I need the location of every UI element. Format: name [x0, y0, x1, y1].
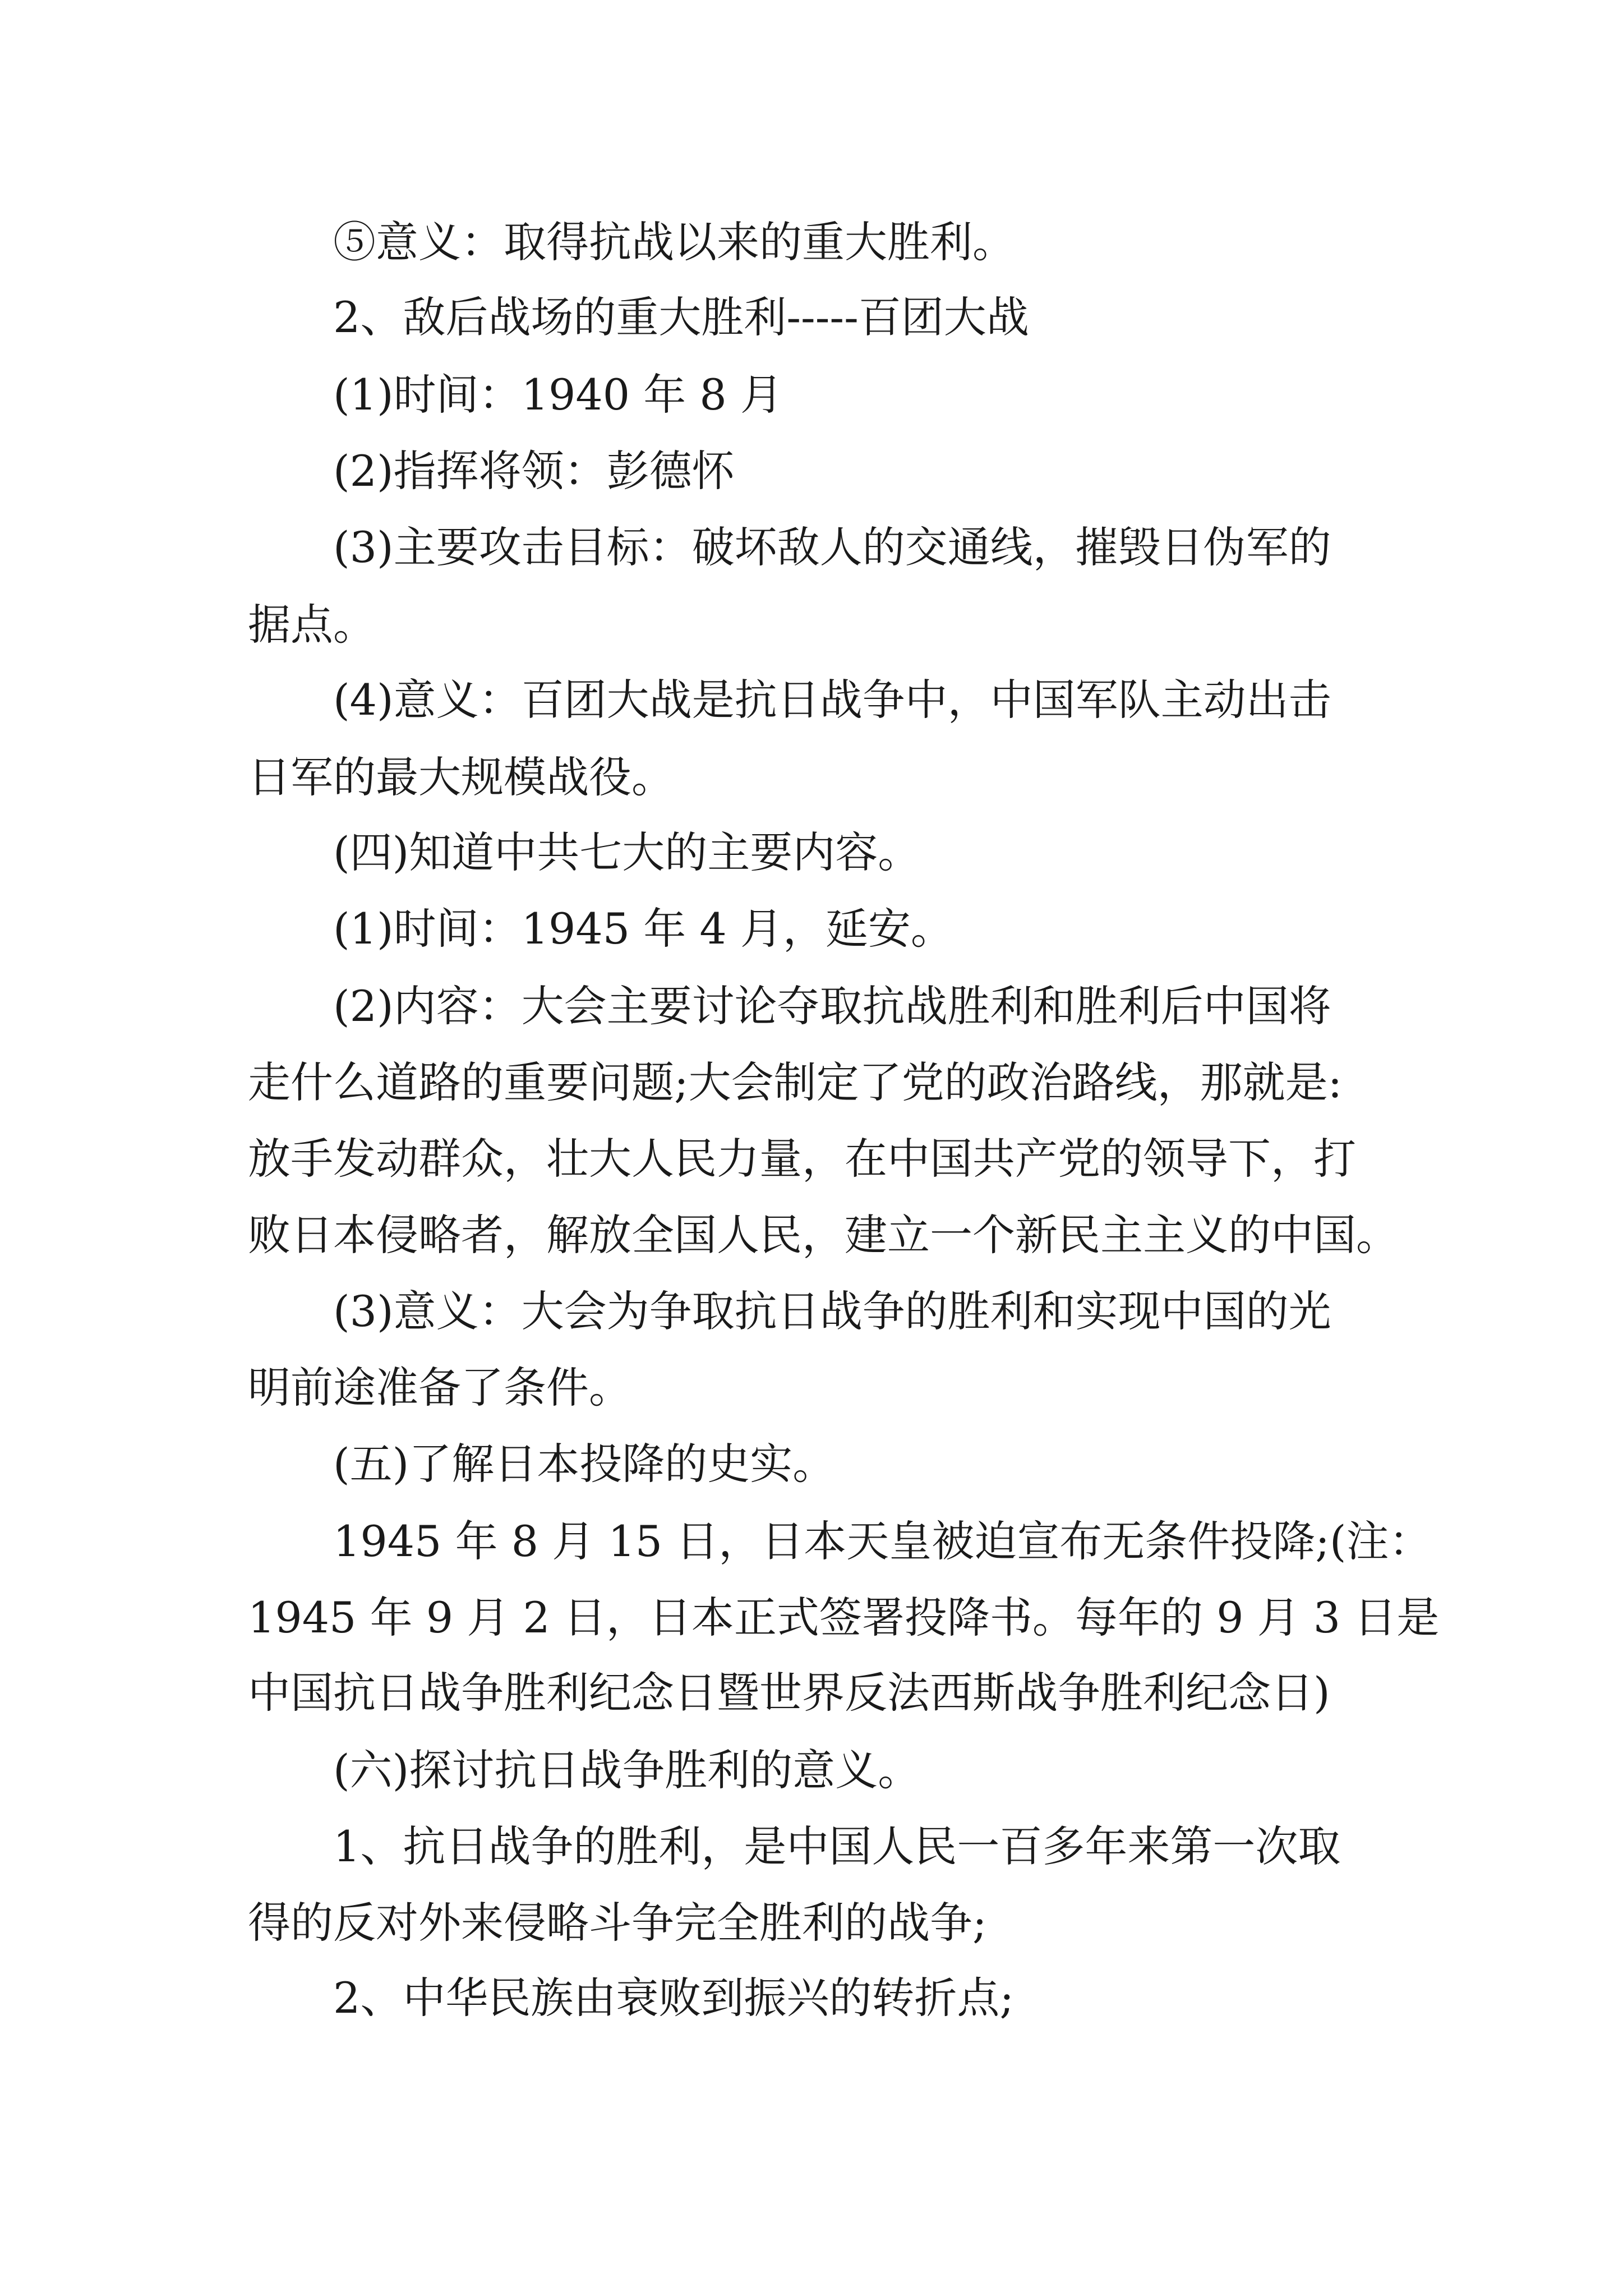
paragraph-line: (3)意义：大会为争取抗日战争的胜利和实现中国的光	[333, 1286, 1331, 1336]
paragraph-line: 1、抗日战争的胜利，是中国人民一百多年来第一次取	[333, 1821, 1341, 1871]
paragraph-line: 走什么道路的重要问题;大会制定了党的政治路线，那就是:	[248, 1057, 1343, 1107]
paragraph-line: (4)意义：百团大战是抗日战争中，中国军队主动出击	[333, 675, 1331, 725]
paragraph-line: 2、敌后战场的重大胜利-----百团大战	[333, 292, 1029, 342]
paragraph-line: 日军的最大规模战役。	[248, 752, 674, 802]
paragraph-line: 败日本侵略者，解放全国人民，建立一个新民主主义的中国。	[248, 1210, 1399, 1260]
paragraph-line: (四)知道中共七大的主要内容。	[333, 827, 921, 877]
paragraph-line: 据点。	[248, 600, 376, 650]
paragraph-line: 得的反对外来侵略斗争完全胜利的战争;	[248, 1898, 987, 1948]
paragraph-line: (五)了解日本投降的史实。	[333, 1439, 836, 1489]
paragraph-line: (2)内容：大会主要讨论夺取抗战胜利和胜利后中国将	[333, 981, 1331, 1031]
paragraph-line: 中国抗日战争胜利纪念日暨世界反法西斯战争胜利纪念日)	[248, 1668, 1330, 1718]
paragraph-line: (3)主要攻击目标：破坏敌人的交通线，摧毁日伪军的	[333, 522, 1331, 572]
paragraph-line: 1945 年 9 月 2 日，日本正式签署投降书。每年的 9 月 3 日是	[248, 1593, 1440, 1642]
paragraph-line: 放手发动群众，壮大人民力量，在中国共产党的领导下，打	[248, 1134, 1356, 1184]
paragraph-line: (2)指挥将领：彭德怀	[333, 446, 735, 496]
paragraph-line: (六)探讨抗日战争胜利的意义。	[333, 1745, 921, 1795]
paragraph-line: ⑤意义：取得抗战以来的重大胜利。	[333, 217, 1015, 267]
paragraph-line: 1945 年 8 月 15 日，日本天皇被迫宣布无条件投降;(注：	[333, 1516, 1432, 1566]
paragraph-line: 明前途准备了条件。	[248, 1363, 631, 1412]
paragraph-line: (1)时间：1945 年 4 月，延安。	[333, 904, 953, 954]
paragraph-line: 2、中华民族由衰败到振兴的转折点;	[333, 1973, 1014, 2023]
paragraph-line: (1)时间：1940 年 8 月	[333, 370, 783, 420]
